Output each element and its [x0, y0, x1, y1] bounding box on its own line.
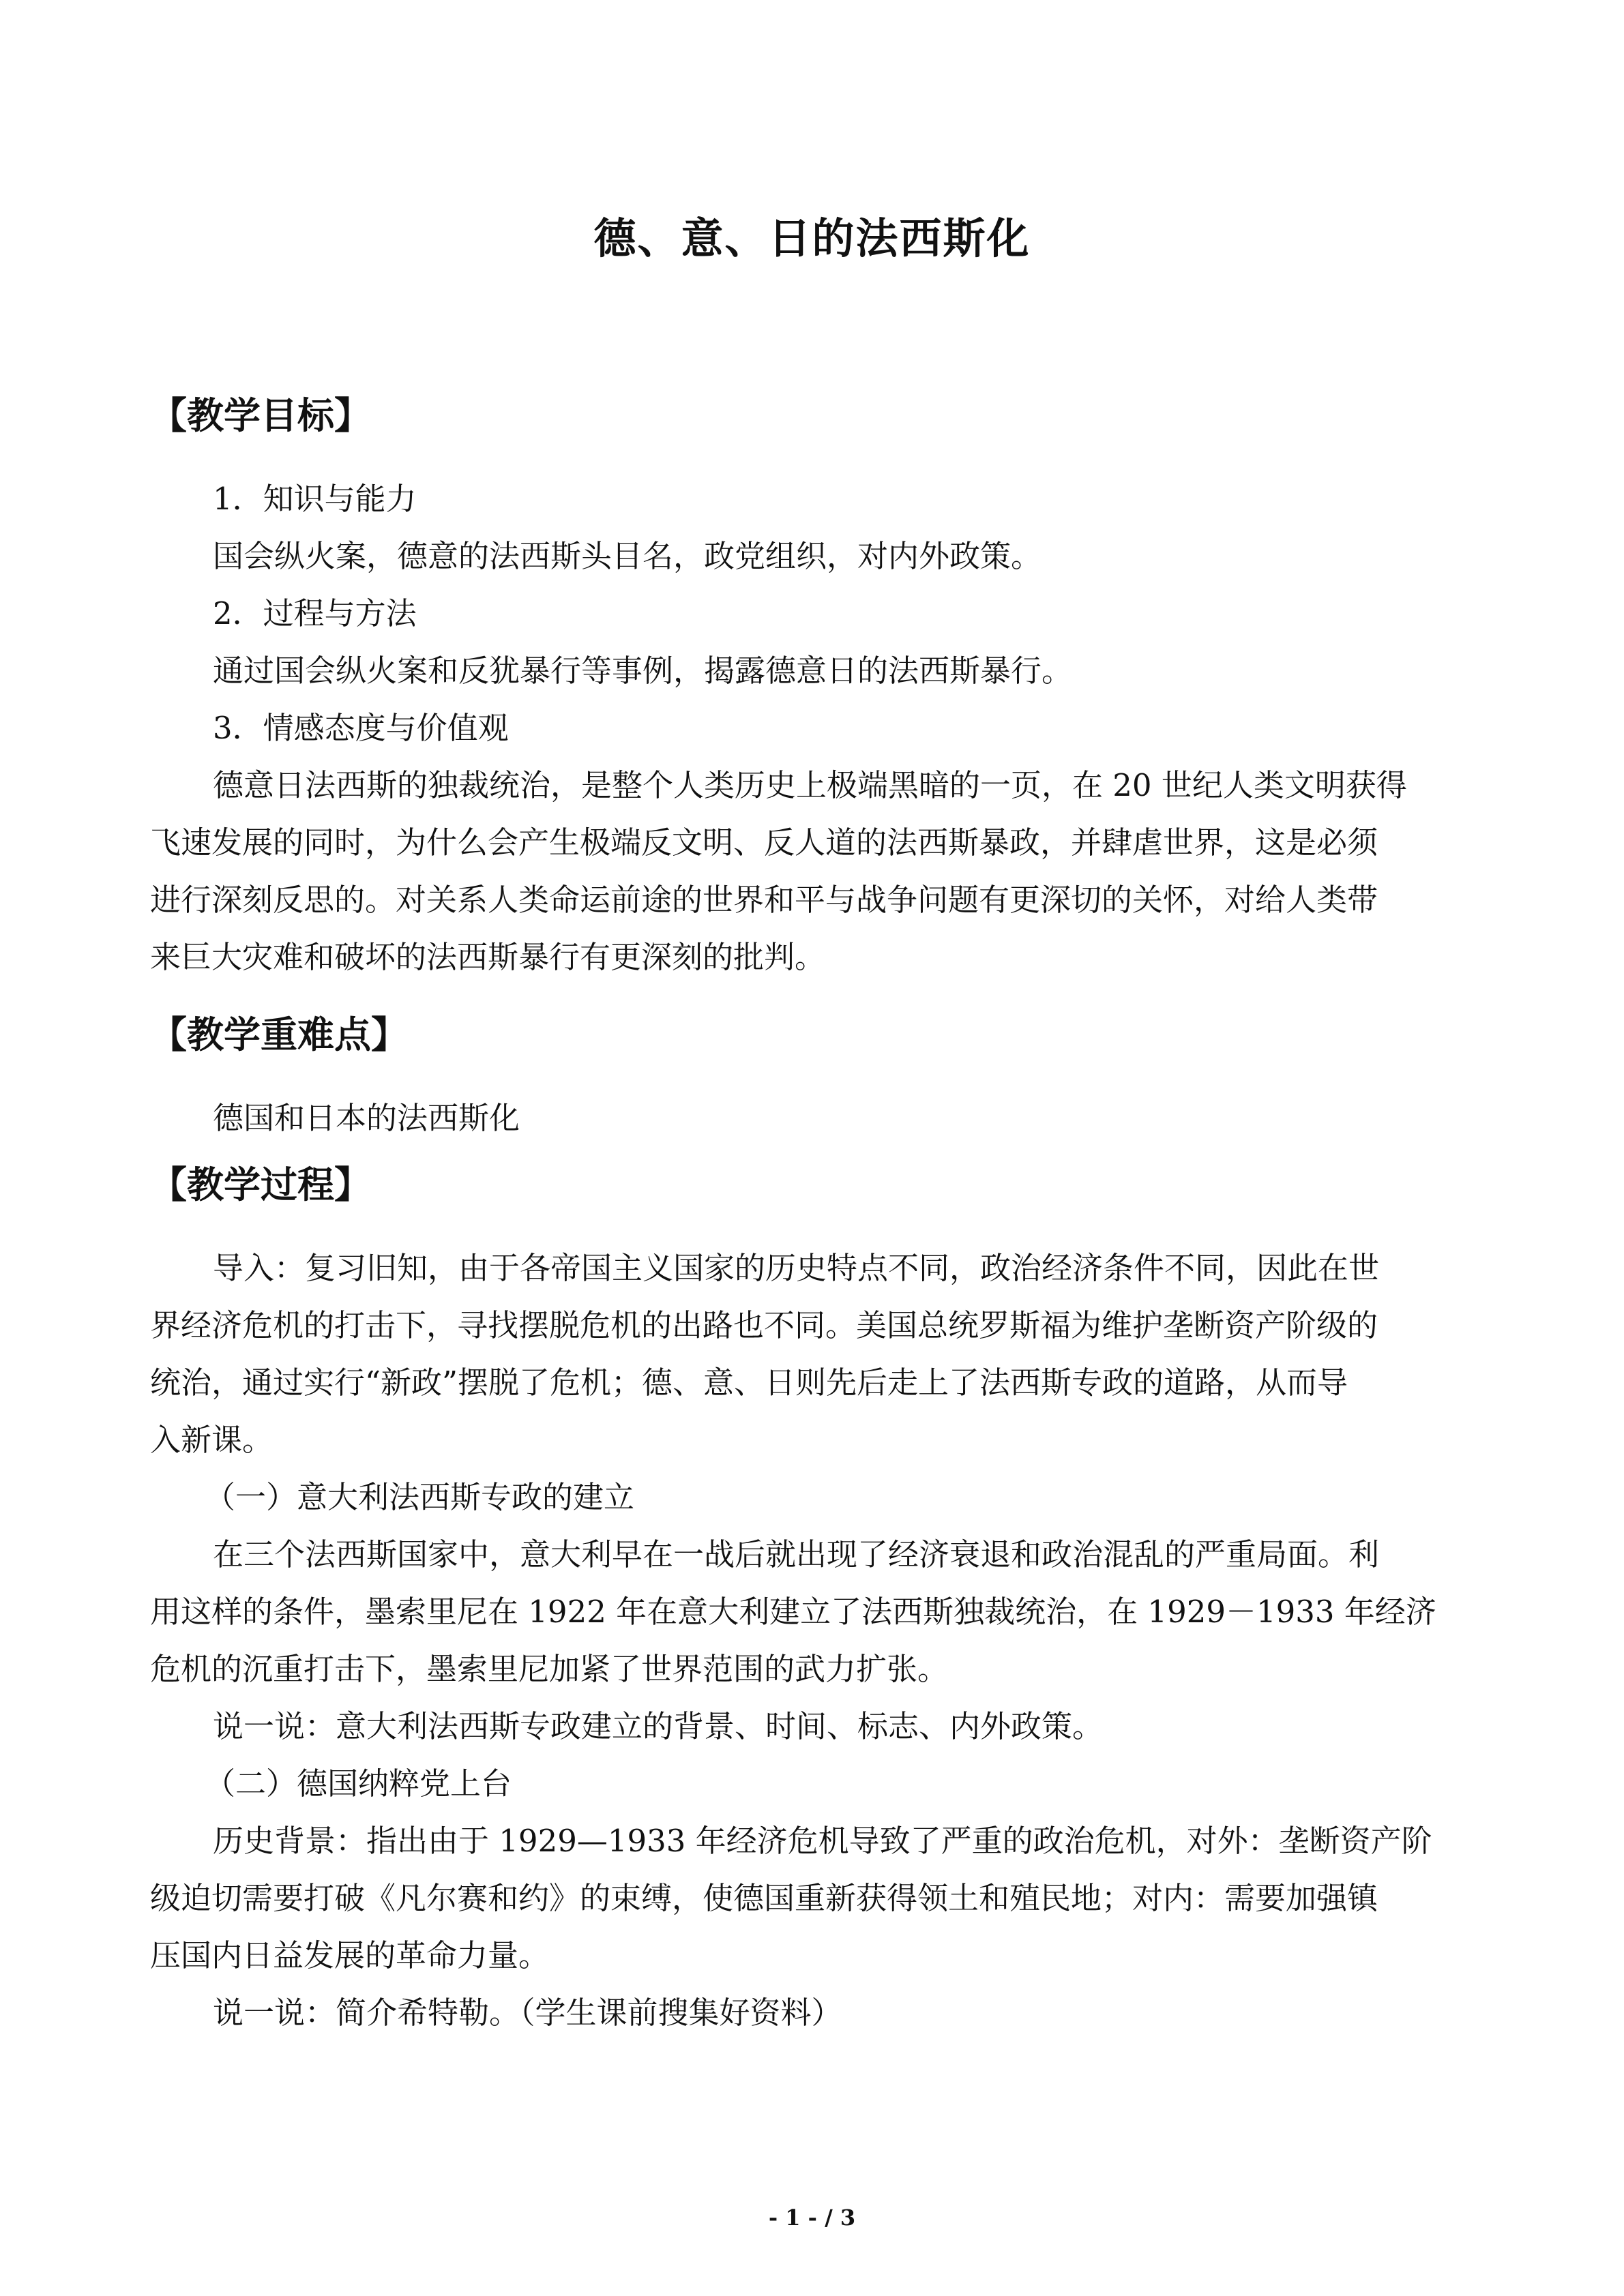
objective-3-line: 来巨大灾难和破坏的法西斯暴行有更深刻的批判。: [150, 939, 826, 975]
intro-line: 入新课。: [150, 1422, 274, 1458]
objective-2-text: 通过国会纵火案和反犹暴行等事例，揭露德意日的法西斯暴行。: [213, 653, 1073, 689]
part-1-discuss: 说一说：意大利法西斯专政建立的背景、时间、标志、内外政策。: [213, 1708, 1104, 1744]
section-heading-key-points: 【教学重难点】: [150, 1013, 408, 1056]
objective-1-text: 国会纵火案，德意的法西斯头目名，政党组织，对内外政策。: [213, 538, 1042, 574]
part-1-line: 危机的沉重打击下，墨索里尼加紧了世界范围的武力扩张。: [150, 1651, 949, 1687]
part-2-discuss: 说一说：简介希特勒。（学生课前搜集好资料）: [213, 1995, 842, 2031]
objective-2-label: 2．过程与方法: [213, 595, 417, 631]
part-2-title: （二）德国纳粹党上台: [205, 1765, 512, 1802]
part-1-title: （一）意大利法西斯专政的建立: [205, 1479, 635, 1515]
objective-1-label: 1．知识与能力: [213, 481, 417, 517]
part-1-line: 用这样的条件，墨索里尼在 1922 年在意大利建立了法西斯独裁统治，在 1929－1933 年经济: [150, 1594, 1436, 1630]
intro-line: 导入：复习旧知，由于各帝国主义国家的历史特点不同，政治经济条件不同，因此在世: [213, 1250, 1380, 1286]
part-2-line: 历史背景：指出由于 1929—1933 年经济危机导致了严重的政治危机，对外：垄断资产阶: [213, 1823, 1432, 1859]
page-title: 德、意、日的法西斯化: [593, 213, 1031, 263]
intro-line: 统治，通过实行“新政”摆脱了危机；德、意、日则先后走上了法西斯专政的道路，从而导: [150, 1365, 1348, 1401]
part-2-line: 级迫切需要打破《凡尔赛和约》的束缚，使德国重新获得领土和殖民地；对内：需要加强镇: [150, 1880, 1378, 1916]
part-2-line: 压国内日益发展的革命力量。: [150, 1937, 550, 1973]
page-number: - 1 - / 3: [768, 2205, 856, 2231]
section-heading-process: 【教学过程】: [150, 1163, 371, 1206]
objective-3-line: 进行深刻反思的。对关系人类命运前途的世界和平与战争问题有更深切的关怀，对给人类带: [150, 882, 1378, 918]
objective-3-label: 3．情感态度与价值观: [213, 710, 509, 746]
part-1-line: 在三个法西斯国家中，意大利早在一战后就出现了经济衰退和政治混乱的严重局面。利: [213, 1536, 1380, 1572]
objective-3-line: 德意日法西斯的独裁统治，是整个人类历史上极端黑暗的一页，在 20 世纪人类文明获得: [213, 767, 1407, 803]
objective-3-line: 飞速发展的同时，为什么会产生极端反文明、反人道的法西斯暴政，并肆虐世界，这是必须: [150, 824, 1378, 861]
key-points-text: 德国和日本的法西斯化: [213, 1100, 520, 1136]
intro-line: 界经济危机的打击下，寻找摆脱危机的出路也不同。美国总统罗斯福为维护垄断资产阶级的: [150, 1307, 1378, 1343]
section-heading-objectives: 【教学目标】: [150, 394, 371, 437]
